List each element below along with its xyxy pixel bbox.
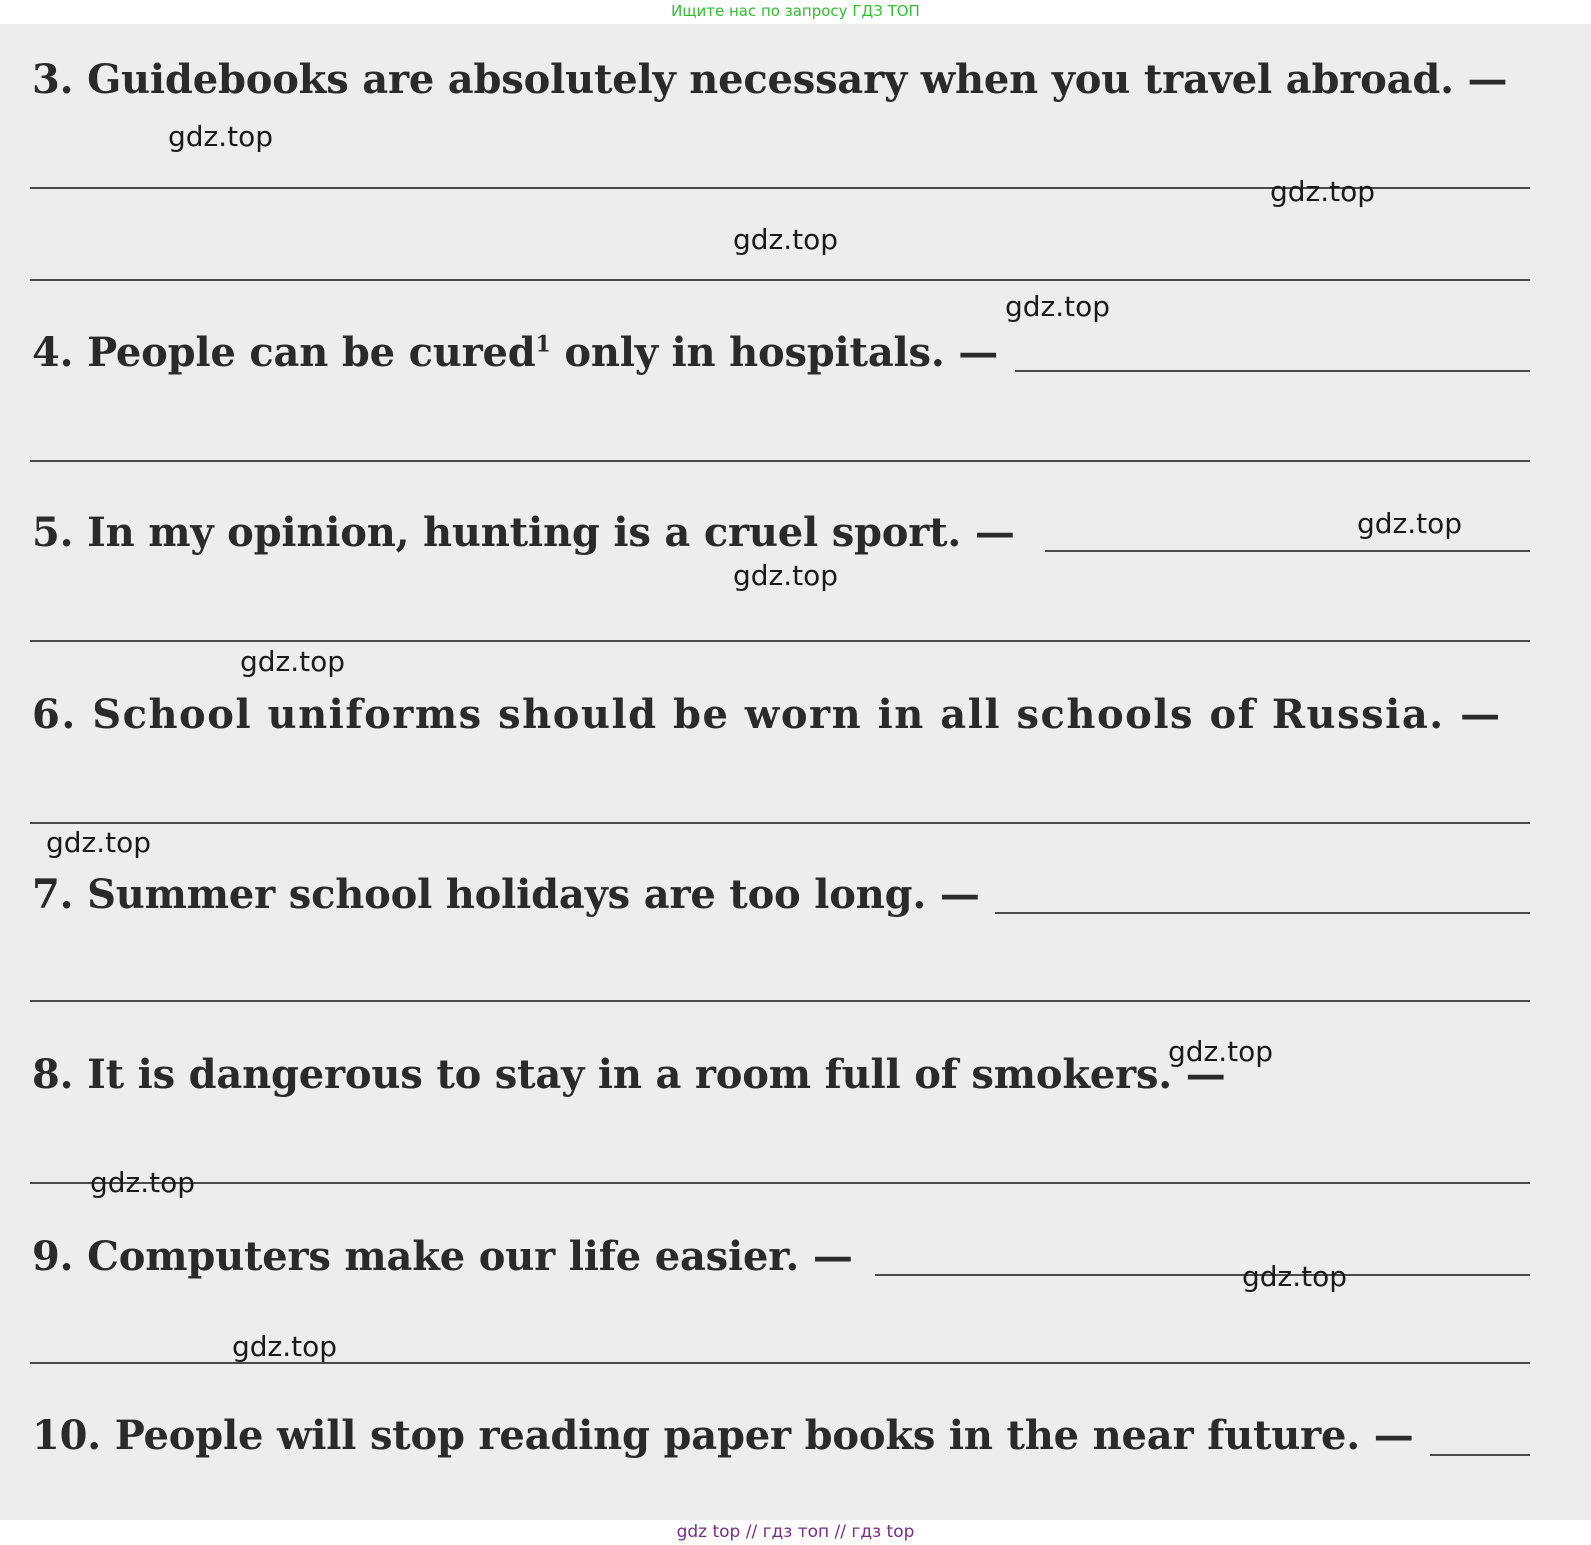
watermark: gdz.top [46,826,152,859]
question-4 [32,329,998,376]
question-text-continued: only in hospitals. — [550,329,999,376]
watermark: gdz.top [1005,290,1111,323]
question-text: Summer school holidays are too long. — [87,871,980,918]
question-5 [32,509,1015,556]
watermark: gdz.top [232,1330,338,1363]
watermark: gdz.top [733,223,839,256]
question-7 [32,871,980,918]
question-text: School uniforms should be worn in all schools of Russia. — [92,691,1502,738]
question-text: People will stop reading paper books in the near future. — [114,1412,1414,1459]
answer-line[interactable] [1430,1454,1530,1456]
answer-line[interactable] [1015,370,1530,372]
question-text: In my opinion, hunting is a cruel sport. — [87,509,1015,556]
answer-line[interactable] [30,1182,1530,1184]
answer-line[interactable] [30,640,1530,642]
question-10 [32,1412,1414,1459]
answer-line[interactable] [30,279,1530,281]
question-number: 7. [32,871,74,918]
question-number: 8. [32,1051,74,1098]
answer-line[interactable] [30,1000,1530,1002]
watermark: gdz.top [1270,175,1376,208]
answer-line[interactable] [1045,550,1530,552]
footer-links[interactable]: gdz top // гдз топ // гдз top [0,1520,1591,1545]
watermark: gdz.top [1242,1260,1348,1293]
watermark: gdz.top [1357,507,1463,540]
question-3 [32,56,1507,103]
question-number: 9. [32,1233,74,1280]
answer-line[interactable] [30,822,1530,824]
question-number: 5. [32,509,74,556]
answer-line[interactable] [995,912,1530,914]
top-banner: Ищите нас по запросу ГДЗ ТОП [671,2,920,20]
footnote-marker: 1 [535,331,551,358]
watermark: gdz.top [168,120,274,153]
question-number: 6. [32,691,77,738]
question-6 [32,691,1502,738]
watermark: gdz.top [733,559,839,592]
question-text: Guidebooks are absolutely necessary when you travel abroad. — [87,56,1508,103]
watermark: gdz.top [90,1166,196,1199]
answer-line[interactable] [875,1274,1530,1276]
question-text: Computers make our life easier. — [87,1233,853,1280]
answer-line[interactable] [30,460,1530,462]
question-text: People can be cured [87,329,536,376]
question-number: 4. [32,329,74,376]
question-number: 3. [32,56,74,103]
question-8 [32,1051,1226,1098]
question-number: 10. [32,1412,101,1459]
question-9 [32,1233,853,1280]
watermark: gdz.top [1168,1035,1274,1068]
question-text: It is dangerous to stay in a room full of smokers. — [87,1051,1226,1098]
watermark: gdz.top [240,645,346,678]
scanned-page [0,24,1591,1520]
